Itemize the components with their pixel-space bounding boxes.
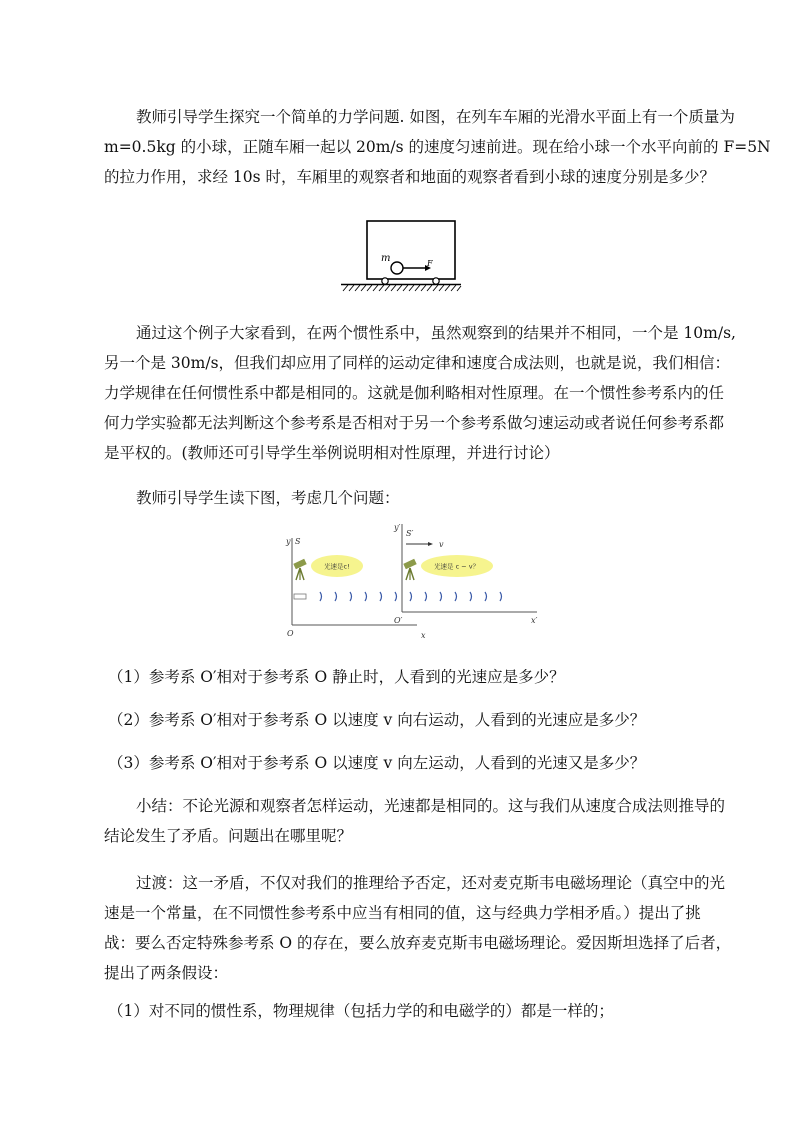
axis-x-prime-label: x′ [531,616,538,625]
assumption-1 [108,996,718,1026]
origin-o-label: O [287,629,294,638]
paragraph-problem [104,102,771,192]
text-line: 的拉力作用，求经 10s 时，车厢里的观察者和地面的观察者看到小球的速度分别是多少？ [104,168,716,186]
ball [391,262,403,274]
text-line: 何力学实验都无法判断这个参考系是否相对于另一个参考系做匀速运动或者说任何参考系都 [104,414,725,432]
axis-y-prime-label: y′ [394,523,401,532]
text-line: 教师引导学生探究一个简单的力学问题. 如图，在列车车厢的光滑水平面上有一个质量为 [136,108,735,126]
train-car-body [367,221,455,279]
text-line: （2）参考系 O′相对于参考系 O 以速度 v 向右运动，人看到的光速应是多少？ [108,711,646,729]
light-wave-icon [320,592,502,601]
reference-frames-figure [282,520,552,642]
bubble-text: 光速是 c − v？ [434,562,480,571]
paragraph-galilean-relativity [104,318,736,468]
question-3 [108,748,718,778]
ground-hatching [343,285,461,291]
paragraph-summary [104,791,726,851]
axis-x-label: x [421,631,426,640]
paragraph-transition [104,868,732,988]
text-line: 结论发生了矛盾。问题出在哪里呢？ [104,827,353,845]
axis-y-label: y [286,537,291,546]
mass-label: m [381,253,391,264]
text-line: （1）参考系 O′相对于参考系 O 静止时，人看到的光速应是多少？ [108,668,565,686]
observer-telescope-icon [403,559,416,580]
text-line: （3）参考系 O′相对于参考系 O 以速度 v 向左运动，人看到的光速又是多少？ [108,754,646,772]
bubble-text: 光速是c! [324,562,350,571]
wheel-right [433,278,439,284]
velocity-label: v [439,540,444,549]
text-line: 过渡：这一矛盾，不仅对我们的推理给予否定，还对麦克斯韦电磁场理论（真空中的光 [136,874,726,892]
text-line: （1）对不同的惯性系，物理规律（包括力学的和电磁学的）都是一样的； [108,1002,614,1020]
text-line: 另一个是 30m/s，但我们却应用了同样的运动定律和速度合成法则，也就是说，我们相信： [104,354,731,372]
train-car-figure [335,215,465,295]
frame-s-prime-label: S′ [406,529,414,538]
velocity-arrow-head [428,542,433,546]
text-line: 是平权的。(教师还可引导学生举例说明相对性原理，并进行讨论） [104,444,560,462]
question-2 [108,705,718,735]
force-label: F [427,259,433,268]
text-line: 战：要么否定特殊参考系 O 的存在，要么放弃麦克斯韦电磁场理论。爱因斯坦选择了后者， [104,934,732,952]
text-line: m=0.5kg 的小球，正随车厢一起以 20m/s 的速度匀速前进。现在给小球一个水平向前的 F=5N [104,138,771,156]
text-line: 提出了两条假设： [104,964,229,982]
paragraph-read-figure [104,483,714,513]
text-line: 通过这个例子大家看到，在两个惯性系中，虽然观察到的结果并不相同，一个是 10m/s, [136,324,736,342]
text-line: 教师引导学生读下图，考虑几个问题： [136,489,400,507]
wheel-left [382,278,388,284]
question-1 [108,662,718,692]
observer-telescope-icon [293,559,306,580]
light-source-icon [294,594,306,599]
origin-o-prime-label: O′ [394,616,403,625]
frame-s-label: S [295,537,301,546]
text-line: 力学规律在任何惯性系中都是相同的。这就是伽利略相对性原理。在一个惯性参考系内的任 [104,384,725,402]
text-line: 速是一个常量，在不同惯性参考系中应当有相同的值，这与经典力学相矛盾。）提出了挑 [104,904,701,922]
text-line: 小结：不论光源和观察者怎样运动，光速都是相同的。这与我们从速度合成法则推导的 [136,797,726,815]
